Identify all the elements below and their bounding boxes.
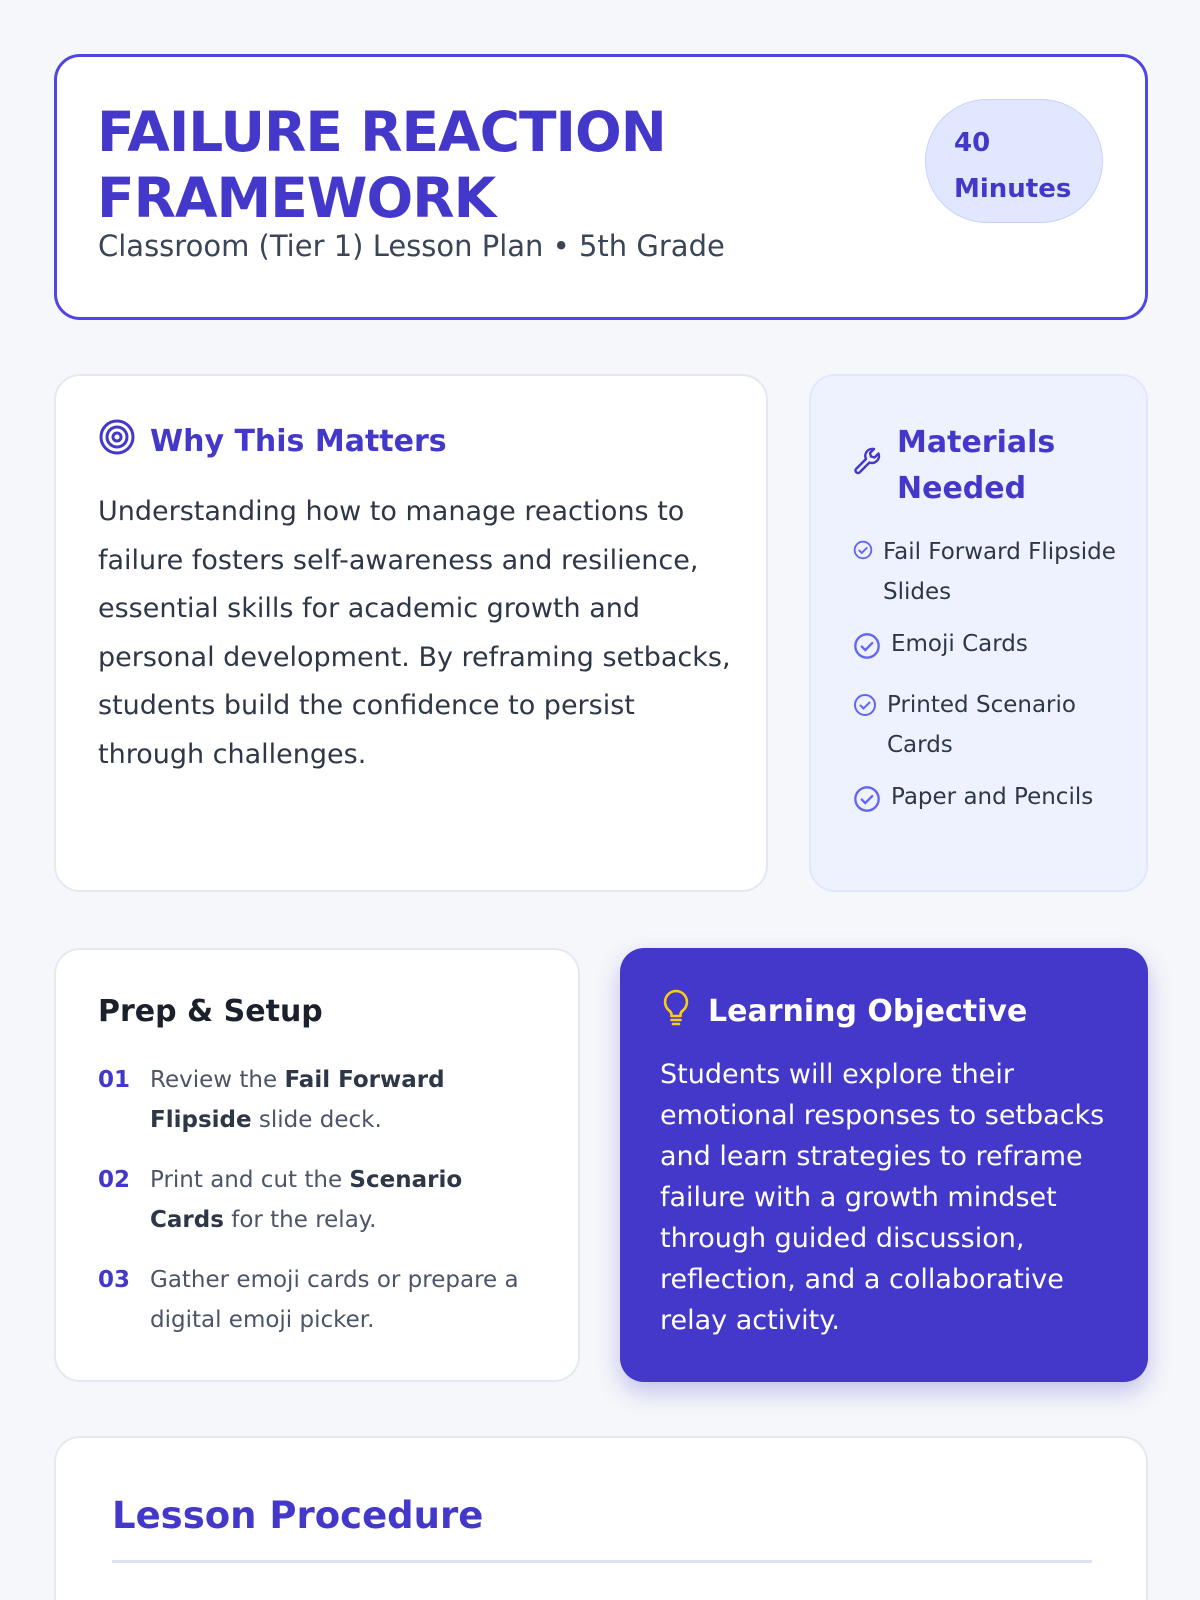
step-number: 03 [98, 1267, 131, 1293]
duration-badge [925, 99, 1103, 223]
objective-body: Students will explore their emotional responses to setbacks and learn strategies to reframe failure with a growth mindset through guided discussion, reflection, and a collaborative relay activity. [660, 1059, 1105, 1336]
list-item [98, 1160, 538, 1240]
material-label: Emoji Cards [891, 631, 1028, 657]
list-item [98, 1060, 538, 1140]
why-card [54, 374, 768, 892]
why-body: Understanding how to manage reactions to failure fosters self-awareness and resilience, essential skills for academic growth and personal development. By reframing setbacks, students build the confidence to persist through challenges. [98, 496, 731, 770]
step-number: 01 [98, 1067, 131, 1093]
material-label: Fail Forward Flipside Slides [883, 539, 1116, 605]
why-heading: Why This Matters [150, 423, 447, 459]
materials-card [809, 374, 1148, 892]
objective-heading: Learning Objective [708, 993, 1028, 1029]
step-text: Print and cut the Scenario Cards for the relay. [150, 1167, 463, 1233]
duration-unit: Minutes [954, 174, 1072, 204]
prep-card [54, 948, 580, 1382]
header-card [54, 54, 1148, 320]
check-circle-icon [853, 624, 891, 673]
materials-heading: Materials Needed [897, 425, 1056, 506]
list-item [853, 685, 1123, 765]
list-item [98, 1260, 538, 1340]
materials-list [853, 532, 1123, 838]
procedure-card [54, 1436, 1148, 1600]
objective-heading-row [662, 988, 1027, 1034]
page-subtitle: Classroom (Tier 1) Lesson Plan • 5th Grade [98, 229, 725, 263]
material-label: Printed Scenario Cards [887, 692, 1076, 758]
list-item [853, 624, 1123, 673]
step-text: Review the Fail Forward Flipside slide deck. [150, 1067, 445, 1133]
lightbulb-icon [662, 988, 708, 1034]
why-heading-row [98, 418, 447, 464]
objective-card [620, 948, 1148, 1382]
target-icon [98, 418, 150, 464]
list-item [853, 532, 1123, 612]
procedure-divider [112, 1560, 1092, 1563]
wrench-icon [853, 443, 897, 489]
prep-heading: Prep & Setup [98, 994, 323, 1029]
procedure-heading: Lesson Procedure [112, 1494, 484, 1537]
step-number: 02 [98, 1167, 131, 1193]
check-circle-icon [853, 532, 883, 573]
check-circle-icon [853, 777, 891, 826]
materials-heading-row [853, 420, 1057, 512]
material-label: Paper and Pencils [891, 784, 1094, 810]
check-circle-icon [853, 685, 887, 730]
step-text: Gather emoji cards or prepare a digital emoji picker. [150, 1267, 519, 1333]
list-item [853, 777, 1123, 826]
prep-steps [98, 1060, 538, 1360]
duration-number: 40 [954, 128, 991, 158]
page-title: FAILURE REACTION FRAMEWORK [97, 100, 666, 230]
